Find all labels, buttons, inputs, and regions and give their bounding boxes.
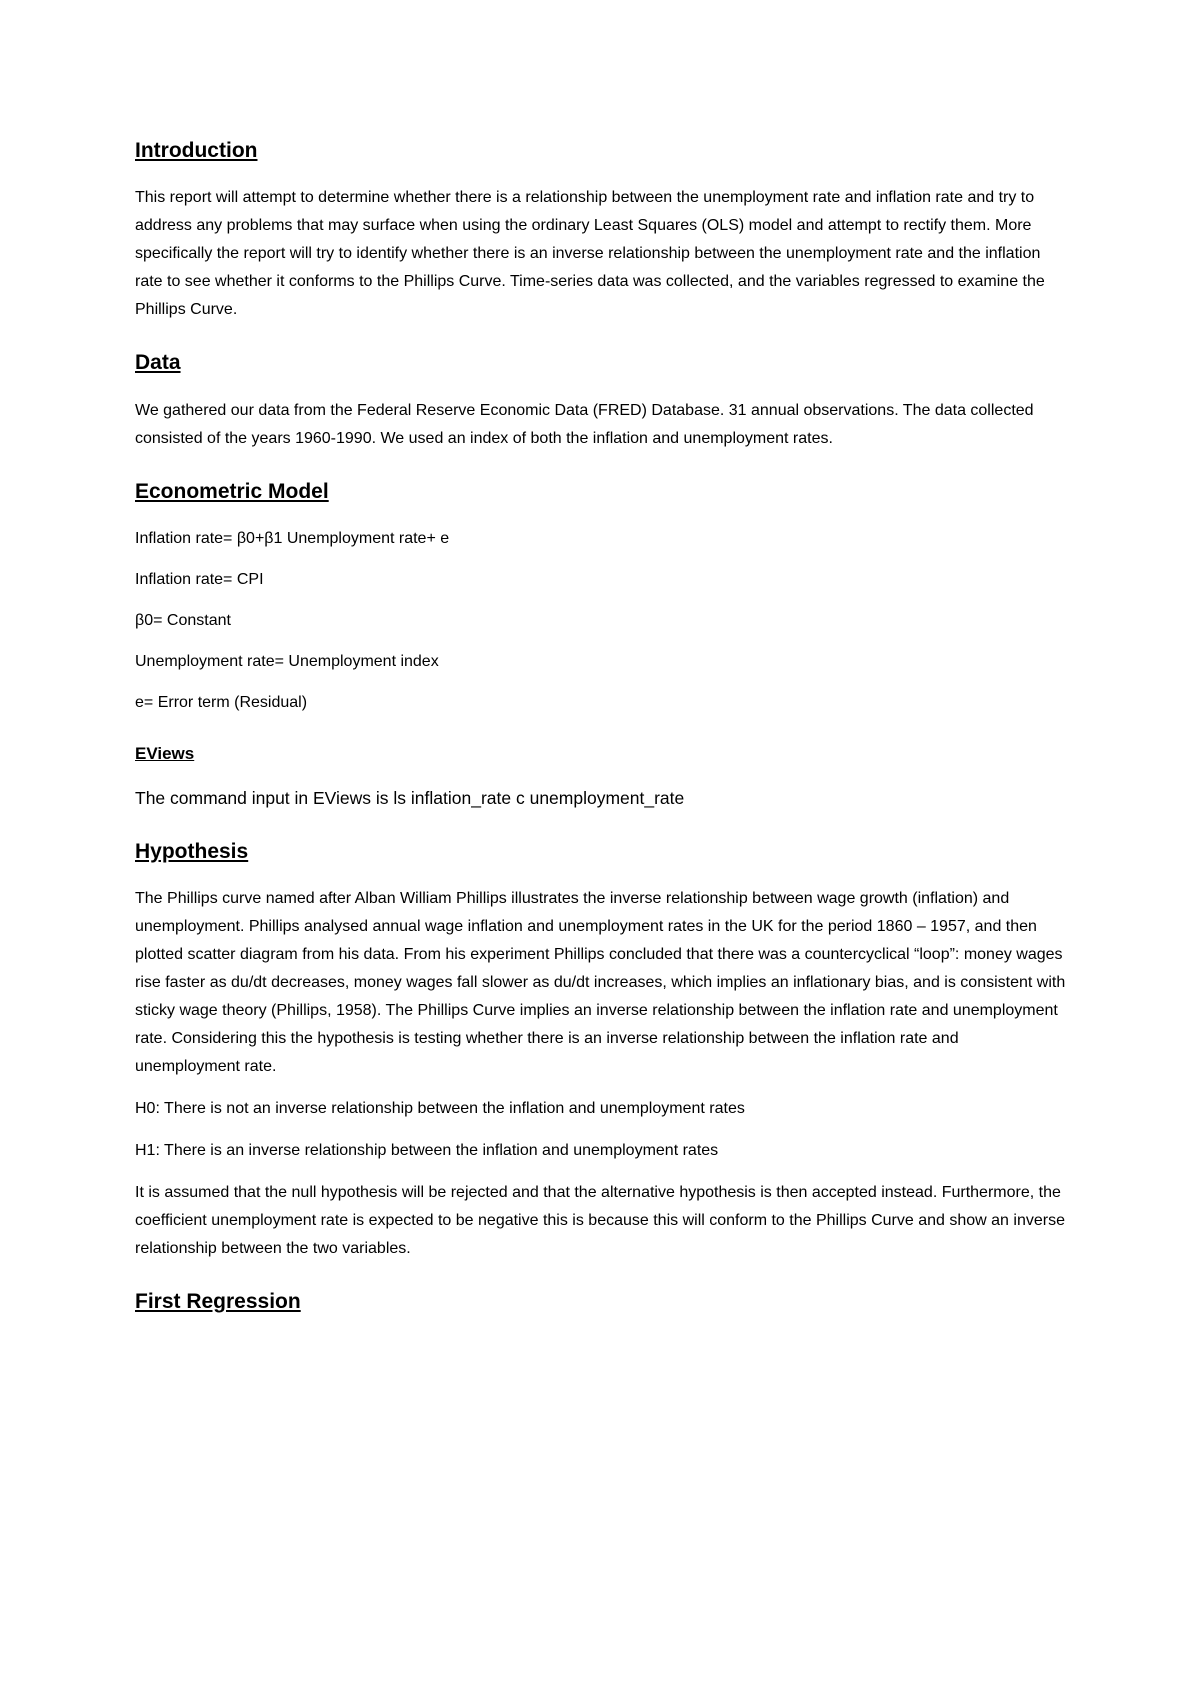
- section-heading-hypothesis: Hypothesis: [135, 839, 249, 863]
- model-inflation-definition-line: Inflation rate= CPI: [135, 570, 264, 588]
- model-equation-line: Inflation rate= β0+β1 Unemployment rate+ e: [135, 529, 450, 547]
- section-heading-first-regression: First Regression: [135, 1290, 301, 1314]
- section-heading-data: Data: [135, 351, 181, 375]
- paragraph-hypothesis-conclusion: It is assumed that the null hypothesis will be rejected and that the alternative hypothesis is then accepted instead. Furthermore, the coefficient unemployment rate is expected to be negative this is because this will conform to the Phillips Curve and show an inverse relationship between the two variables.: [135, 1184, 1065, 1258]
- paragraph-data: We gathered our data from the Federal Reserve Economic Data (FRED) Database. 31 annual observations. The data collected consisted of the years 1960-1990. We used an index of both the inflation and unemployment rates.: [135, 401, 1034, 447]
- section-heading-eviews: EViews: [135, 743, 195, 763]
- section-heading-econometric-model: Econometric Model: [135, 479, 329, 503]
- section-heading-introduction: Introduction: [135, 139, 258, 162]
- alternative-hypothesis-line: H1: There is an inverse relationship between the inflation and unemployment rates: [135, 1142, 719, 1160]
- paragraph-introduction: This report will attempt to determine whether there is a relationship between the unemployment rate and inflation rate and try to address any problems that may surface when using the ordinary Least Squares (OLS) model and attempt to rectify them. More specifically the report will try to identify whether there is an inverse relationship between the unemployment rate and the inflation rate to see whether it conforms to the Phillips Curve. Time-series data was collected, and the variables regressed to examine the Phillips Curve.: [135, 189, 1045, 319]
- model-constant-definition-line: β0= Constant: [135, 611, 231, 629]
- null-hypothesis-line: H0: There is not an inverse relationship between the inflation and unemployment rates: [135, 1100, 745, 1118]
- model-unemployment-definition-line: Unemployment rate= Unemployment index: [135, 652, 439, 670]
- eviews-command-line: The command input in EViews is ls inflation_rate c unemployment_rate: [135, 787, 685, 808]
- model-error-term-definition-line: e= Error term (Residual): [135, 693, 308, 711]
- paragraph-hypothesis-body: The Phillips curve named after Alban William Phillips illustrates the inverse relationship between wage growth (inflation) and unemployment. Phillips analysed annual wage inflation and unemployment rates in the UK for the period 1860 – 1957, and then plotted scatter diagram from his data. From his experiment Phillips concluded that there was a countercyclical “loop”: money wages rise faster as du/dt decreases, money wages fall slower as du/dt increases, which implies an inflationary bias, and is consistent with sticky wage theory (Phillips, 1958). The Phillips Curve implies an inverse relationship between the inflation rate and unemployment rate. Considering this the hypothesis is testing whether there is an inverse relationship between the inflation rate and unemployment rate.: [135, 890, 1066, 1076]
